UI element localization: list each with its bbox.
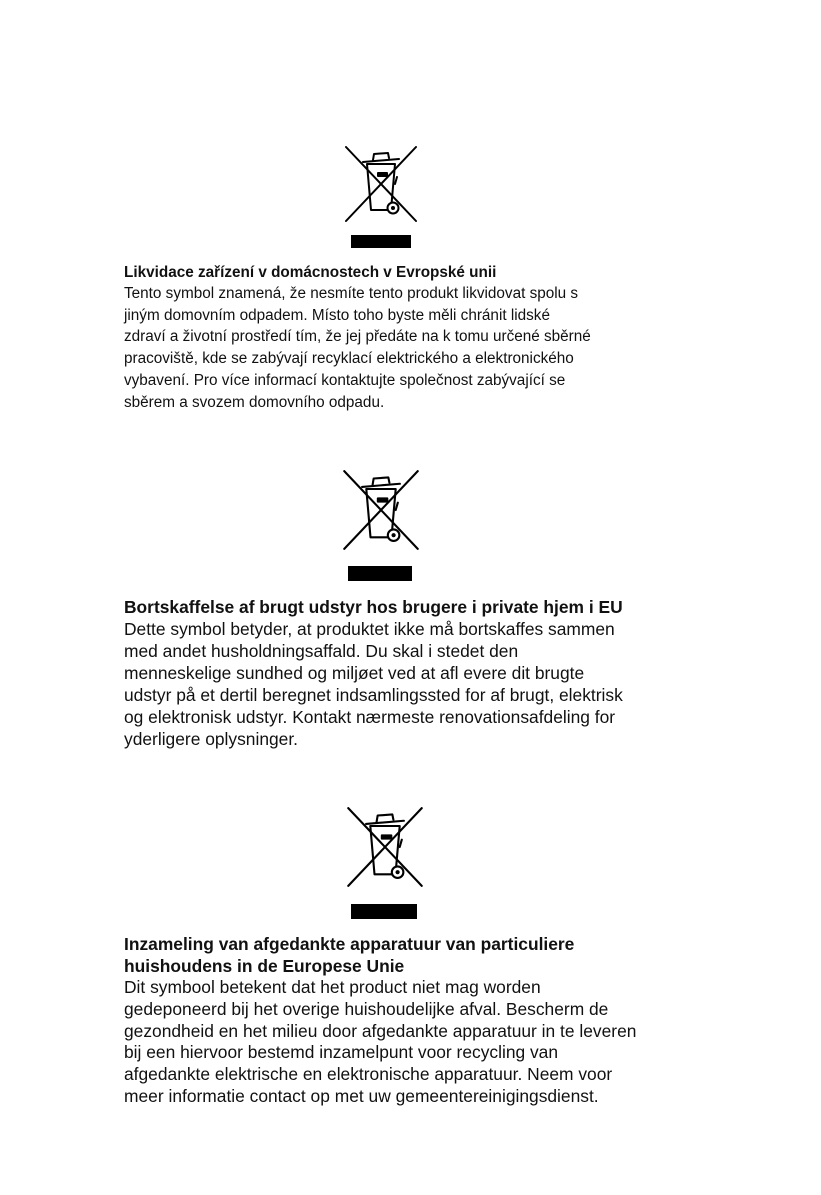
body-line: zdraví a životní prostředí tím, že jej předáte na k tomu určené sběrné <box>124 328 591 346</box>
body-line: med andet husholdningsaffald. Du skal i stedet den <box>124 641 519 662</box>
body-line: udstyr på et dertil beregnet indsamlingssted for af brugt, elektrisk <box>124 685 623 706</box>
body-line: Dette symbol betyder, at produktet ikke må bortskaffes sammen <box>124 619 615 639</box>
section-czech <box>124 262 591 413</box>
section-body <box>124 283 591 413</box>
body-line: jiným domovním odpadem. Místo toho byste měli chránit lidské <box>124 306 550 324</box>
section-heading <box>124 933 636 977</box>
crossed-out-wheeled-bin-icon <box>343 144 419 224</box>
section-danish <box>124 596 623 751</box>
heading-line: huishoudens in de Europese Unie <box>124 956 405 976</box>
crossed-out-wheeled-bin-icon <box>345 805 425 889</box>
section-body <box>124 977 636 1108</box>
crossed-out-wheeled-bin-icon <box>341 468 421 552</box>
body-line: pracoviště, kde se zabývají recyklací elektrického a elektronického <box>124 350 574 368</box>
body-line: bij een hiervoor bestemd inzamelpunt voor recycling van <box>124 1042 559 1063</box>
separator-bar <box>351 904 417 919</box>
separator-bar <box>348 566 412 581</box>
body-line: menneskelige sundhed og miljøet ved at afl evere dit brugte <box>124 663 585 684</box>
body-line: Tento symbol znamená, že nesmíte tento produkt likvidovat spolu s <box>124 285 579 302</box>
body-line: og elektronisk udstyr. Kontakt nærmeste renovationsafdeling for <box>124 707 616 728</box>
body-line: afgedankte elektrische en elektronische apparatuur. Neem voor <box>124 1064 613 1085</box>
section-heading <box>124 262 591 283</box>
body-line: yderligere oplysninger. <box>124 729 299 750</box>
body-line: vybavení. Pro více informací kontaktujte společnost zabývající se <box>124 371 566 389</box>
heading-line: Likvidace zařízení v domácnostech v Evropské unii <box>124 264 497 281</box>
body-line: sběrem a svozem domovního odpadu. <box>124 393 385 411</box>
body-line: gedeponeerd bij het overige huishoudelijke afval. Bescherm de <box>124 998 609 1019</box>
heading-line: Inzameling van afgedankte apparatuur van particuliere <box>124 934 575 954</box>
separator-bar <box>351 235 411 248</box>
section-heading <box>124 596 623 618</box>
section-dutch <box>124 933 636 1108</box>
heading-line: Bortskaffelse af brugt udstyr hos brugere i private hjem i EU <box>124 597 623 617</box>
body-line: meer informatie contact op met uw gemeentereinigingsdienst. <box>124 1085 599 1106</box>
section-body <box>124 618 623 751</box>
body-line: gezondheid en het milieu door afgedankte apparatuur in te leveren <box>124 1020 637 1041</box>
body-line: Dit symbool betekent dat het product niet mag worden <box>124 977 541 997</box>
